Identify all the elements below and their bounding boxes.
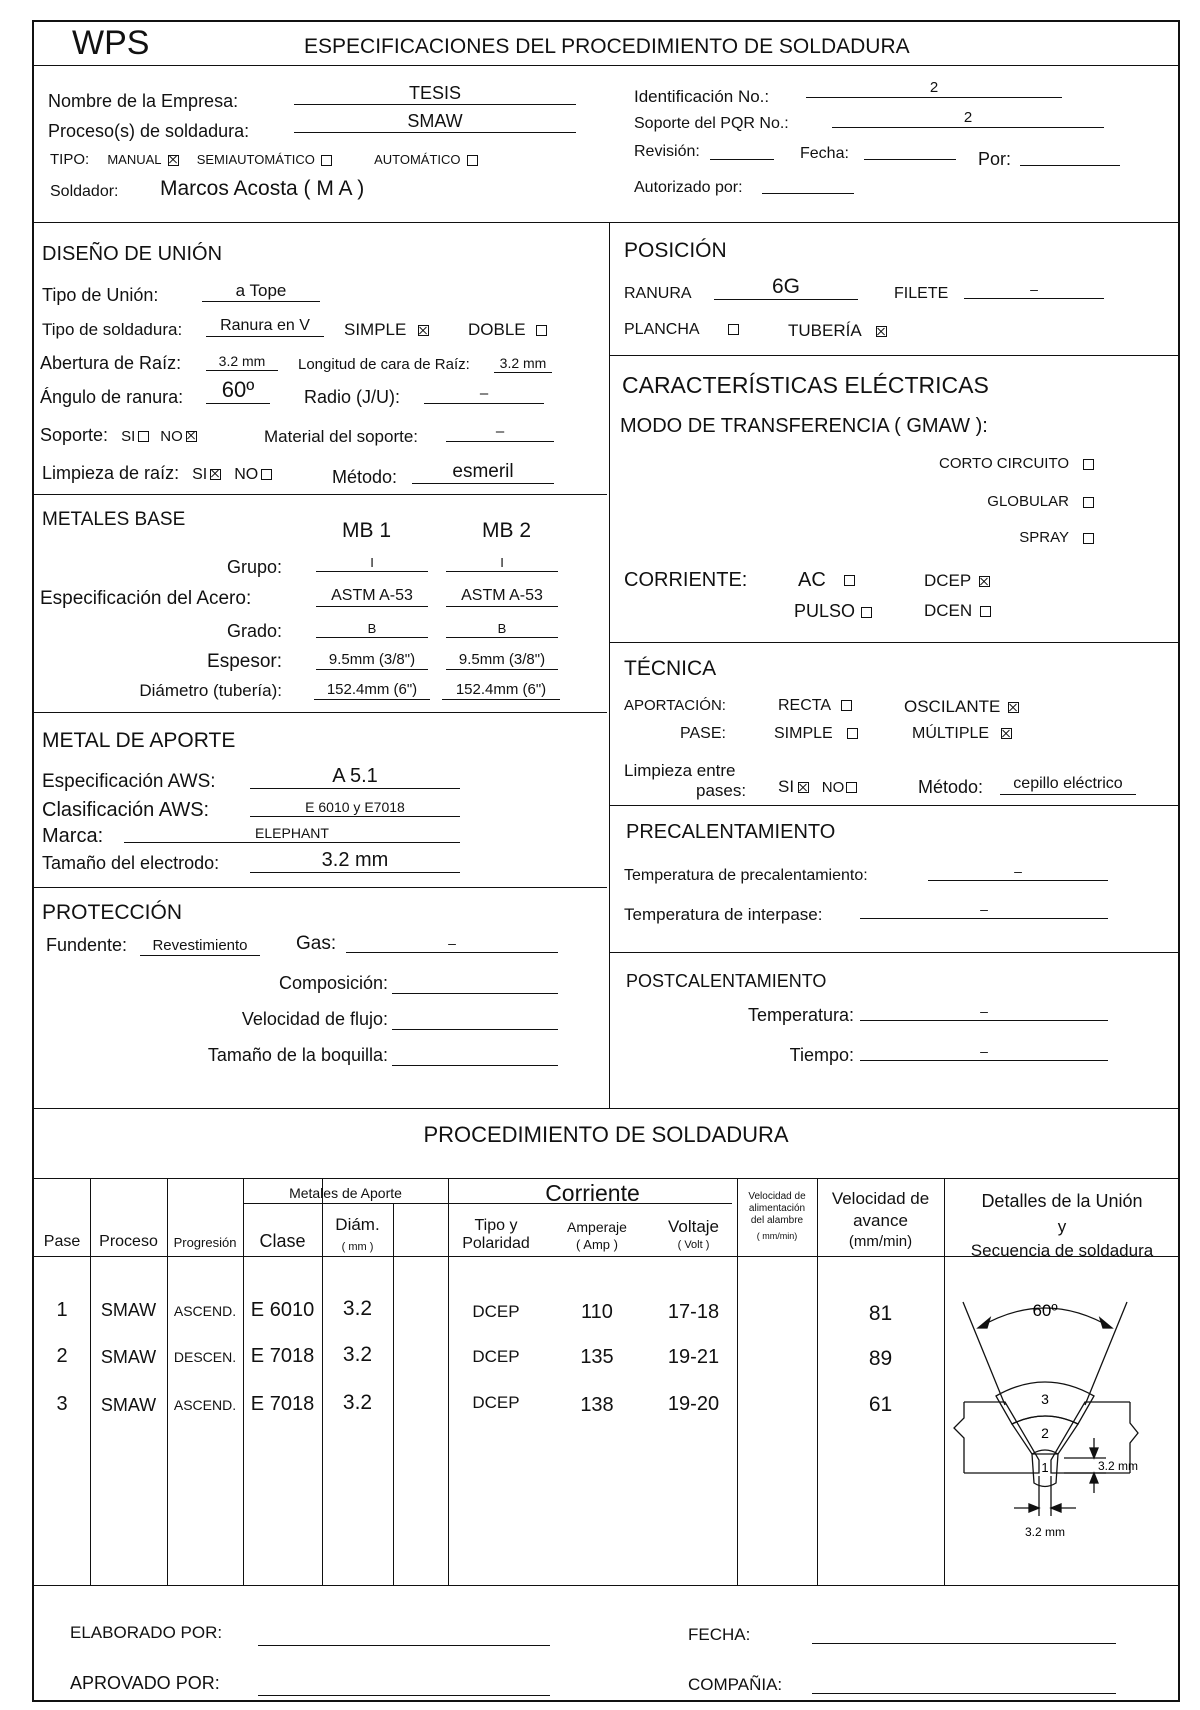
proceso-field[interactable]: SMAW: [294, 112, 576, 133]
limpieza-si-label: SI: [192, 466, 208, 483]
tamano-label: Tamaño del electrodo:: [42, 853, 220, 873]
oscilante-label: OSCILANTE: [904, 697, 1001, 716]
pase-simple-option: [774, 726, 858, 742]
fundente-field[interactable]: Revestimiento: [140, 938, 260, 956]
limpieza-pases-options: [778, 778, 857, 795]
tuberia-checkbox[interactable]: [876, 326, 887, 337]
divider: [609, 805, 1178, 806]
proceso-label: Proceso(s) de soldadura:: [48, 121, 250, 141]
col-corriente: Corriente: [545, 1180, 640, 1206]
espesor-label: Espesor:: [207, 651, 282, 672]
joint-detail-diagram: [946, 1258, 1178, 1584]
composicion-field[interactable]: [392, 972, 558, 994]
tuberia-option: [788, 322, 887, 339]
divider: [944, 1178, 945, 1585]
compania-label: COMPAÑIA:: [688, 1675, 783, 1694]
doble-option: [468, 321, 547, 338]
spray-option: [34, 530, 1094, 545]
dcep-label: DCEP: [924, 571, 972, 590]
procedimiento-heading: PROCEDIMIENTO DE SOLDADURA: [423, 1122, 789, 1147]
automatico-label: AUTOMÁTICO: [374, 152, 461, 167]
soporte-no-label: NO: [160, 428, 183, 445]
cell-clase: E 7018: [250, 1345, 315, 1367]
boquilla-label: Tamaño de la boquilla:: [207, 1045, 388, 1065]
aporte-heading: METAL DE APORTE: [42, 729, 236, 752]
dcep-option: [924, 572, 990, 589]
aportacion-label: APORTACIÓN:: [624, 697, 726, 714]
soporte-si-checkbox[interactable]: [138, 431, 149, 442]
divider: [322, 1178, 323, 1585]
espec-aws-field[interactable]: A 5.1: [250, 766, 460, 789]
precal-temp-field[interactable]: –: [928, 864, 1108, 881]
pulso-option: [794, 602, 872, 620]
revision-label: Revisión:: [634, 143, 700, 160]
doble-label: DOBLE: [468, 320, 526, 339]
diagram-root-gap-label: 3.2 mm: [1024, 1525, 1066, 1539]
pqr-field[interactable]: 2: [832, 110, 1104, 128]
cell-pase: 1: [56, 1299, 68, 1321]
cell-voltaje: 19-20: [667, 1393, 720, 1415]
compania-field[interactable]: [812, 1674, 1116, 1694]
col-proceso: Proceso: [99, 1233, 158, 1250]
electricas-heading: CARACTERÍSTICAS ELÉCTRICAS: [622, 372, 989, 398]
postcal-temp-field[interactable]: –: [860, 1004, 1108, 1021]
postcal-tiempo-label: Tiempo:: [789, 1045, 854, 1065]
pulso-label: PULSO: [794, 601, 856, 621]
interpase-label: Temperatura de interpase:: [624, 905, 823, 924]
empresa-field[interactable]: TESIS: [294, 84, 576, 105]
posicion-heading: POSICIÓN: [624, 239, 727, 262]
cell-pase: 3: [56, 1393, 68, 1415]
soporte-no-checkbox[interactable]: [186, 431, 197, 442]
soporte-row: [40, 426, 197, 444]
recta-label: RECTA: [778, 697, 832, 714]
grupo-mb2[interactable]: I: [446, 556, 558, 572]
modo-label: MODO DE TRANSFERENCIA ( GMAW ):: [620, 415, 988, 437]
simple-checkbox[interactable]: [418, 325, 429, 336]
globular-label: GLOBULAR: [987, 493, 1069, 510]
cell-progresion: DESCEN.: [173, 1349, 237, 1365]
simple-label: SIMPLE: [344, 320, 407, 339]
plancha-checkbox[interactable]: [728, 324, 739, 335]
spray-label: SPRAY: [1019, 529, 1069, 546]
divider: [609, 642, 1178, 643]
ranura-label: RANURA: [624, 285, 692, 302]
corto-option: [34, 456, 1094, 471]
limpieza-pases-no-checkbox[interactable]: [846, 782, 857, 793]
form-code: WPS: [72, 24, 150, 62]
divider: [34, 712, 607, 713]
diagram-pass-1: 1: [1041, 1460, 1049, 1475]
diametro-mb2[interactable]: 152.4mm (6"): [442, 682, 560, 700]
gas-field[interactable]: –: [346, 936, 558, 953]
cell-clase: E 7018: [250, 1393, 315, 1415]
dcen-checkbox[interactable]: [980, 606, 991, 617]
dcep-checkbox[interactable]: [979, 576, 990, 587]
clasif-aws-field[interactable]: E 6010 y E7018: [250, 800, 460, 817]
grado-mb1[interactable]: B: [316, 622, 428, 638]
fecha-footer-label: FECHA:: [688, 1625, 751, 1644]
fecha-field[interactable]: [864, 140, 956, 160]
fecha-footer-field[interactable]: [812, 1624, 1116, 1644]
limpieza-pases-no-label: NO: [821, 779, 845, 796]
angulo-field[interactable]: 60º: [206, 379, 270, 404]
divider: [34, 222, 1178, 223]
filete-label: FILETE: [894, 285, 949, 302]
cell-voltaje: 17-18: [667, 1301, 720, 1323]
cell-proceso: SMAW: [100, 1347, 157, 1367]
tipo-row: [50, 152, 478, 167]
precal-heading: PRECALENTAMIENTO: [626, 821, 836, 843]
ranura-field[interactable]: 6G: [714, 276, 858, 300]
radio-field[interactable]: –: [424, 386, 544, 404]
col-detalles-1: Detalles de la Unión: [981, 1191, 1143, 1211]
por-label: Por:: [978, 149, 1012, 169]
manual-checkbox[interactable]: [168, 155, 179, 166]
cell-pase: 2: [56, 1345, 68, 1367]
proteccion-heading: PROTECCIÓN: [42, 901, 183, 924]
col-alimentacion-2: alimentación: [748, 1203, 806, 1214]
divider: [34, 65, 1178, 66]
corto-label: CORTO CIRCUITO: [938, 455, 1069, 472]
cell-polaridad: DCEP: [472, 1347, 520, 1366]
grupo-mb1[interactable]: I: [316, 556, 428, 572]
diagram-pass-2: 2: [1041, 1425, 1049, 1441]
espec-aws-label: Especificación AWS:: [42, 771, 216, 792]
especificacion-label: Especificación del Acero:: [40, 588, 252, 609]
diagram-pass-3: 3: [1041, 1391, 1049, 1407]
plancha-label: PLANCHA: [624, 321, 700, 338]
diametro-label: Diámetro (tubería):: [139, 681, 282, 700]
longitud-label: Longitud de cara de Raíz:: [298, 356, 470, 373]
cell-amperaje: 110: [581, 1301, 613, 1323]
diagram-root-face-label: 3.2 mm: [1098, 1459, 1139, 1473]
recta-checkbox[interactable]: [841, 700, 852, 711]
manual-label: MANUAL: [107, 152, 162, 167]
aprobado-label: APROVADO POR:: [70, 1673, 220, 1693]
cell-avance: 89: [868, 1347, 893, 1370]
especificacion-mb1[interactable]: ASTM A-53: [316, 588, 428, 607]
col-diam: Diám.: [335, 1215, 380, 1234]
diagram-angle-label: 60º: [1032, 1301, 1058, 1320]
material-field[interactable]: –: [446, 424, 554, 442]
cell-voltaje: 19-21: [667, 1346, 720, 1368]
dcen-option: [924, 602, 991, 619]
col-amperaje-unit: ( Amp ): [576, 1237, 618, 1252]
pase-simple-label: SIMPLE: [774, 725, 833, 742]
cell-proceso: SMAW: [100, 1395, 157, 1415]
tipo-sold-label: Tipo de soldadura:: [42, 320, 183, 339]
marca-label: Marca:: [42, 825, 104, 847]
metodo-pases-field[interactable]: cepillo eléctrico: [1000, 776, 1136, 795]
divider: [609, 952, 1178, 953]
col-detalles-3: Secuencia de soldadura: [970, 1241, 1154, 1260]
clasif-aws-label: Clasificación AWS:: [42, 799, 210, 821]
elaborado-field[interactable]: [258, 1626, 550, 1646]
multiple-checkbox[interactable]: [1001, 728, 1012, 739]
col-amperaje: Amperaje: [567, 1219, 627, 1235]
tipo-label: TIPO:: [50, 151, 90, 168]
divider: [34, 1585, 1178, 1586]
postcal-tiempo-field[interactable]: –: [860, 1044, 1108, 1061]
tamano-field[interactable]: 3.2 mm: [250, 850, 460, 873]
form-title: ESPECIFICACIONES DEL PROCEDIMIENTO DE SOLDADURA: [304, 35, 910, 58]
cell-proceso: SMAW: [100, 1300, 157, 1320]
semiautomatico-label: SEMIAUTOMÁTICO: [196, 152, 315, 167]
material-label: Material del soporte:: [264, 427, 419, 446]
divider: [34, 1178, 1178, 1179]
oscilante-checkbox[interactable]: [1008, 702, 1019, 713]
divider: [34, 887, 607, 888]
abertura-field[interactable]: 3.2 mm: [206, 354, 278, 371]
limpieza-pases-label: Limpieza entre: [624, 761, 736, 780]
soporte-si-label: SI: [121, 428, 136, 445]
col-avance-3: (mm/min): [848, 1233, 913, 1250]
especificacion-mb2[interactable]: ASTM A-53: [446, 588, 558, 607]
col-metales-aporte: Metales de Aporte: [289, 1185, 402, 1201]
aprobado-field[interactable]: [258, 1676, 550, 1696]
tipo-sold-field[interactable]: Ranura en V: [206, 318, 324, 337]
spray-checkbox[interactable]: [1083, 533, 1094, 544]
plancha-option: [624, 322, 739, 338]
col-diam-unit: ( mm ): [341, 1241, 374, 1253]
multiple-option: [912, 726, 1012, 742]
automatico-checkbox[interactable]: [467, 155, 478, 166]
cell-amperaje: 138: [580, 1394, 614, 1416]
cell-polaridad: DCEP: [472, 1393, 520, 1412]
fundente-label: Fundente:: [46, 935, 128, 955]
revision-field[interactable]: [710, 140, 774, 160]
divider: [609, 355, 1178, 356]
pase-simple-checkbox[interactable]: [847, 728, 858, 739]
cell-diam: 3.2: [342, 1297, 373, 1320]
col-avance-1: Velocidad de: [831, 1189, 930, 1208]
composicion-label: Composición:: [278, 973, 388, 993]
diseno-heading: DISEÑO DE UNIÓN: [42, 243, 223, 265]
soporte-label: Soporte:: [40, 425, 109, 445]
tipo-union-field[interactable]: a Tope: [202, 282, 320, 302]
identificacion-label: Identificación No.:: [634, 87, 770, 106]
globular-checkbox[interactable]: [1083, 497, 1094, 508]
diametro-mb1[interactable]: 152.4mm (6"): [314, 682, 430, 700]
corto-checkbox[interactable]: [1083, 459, 1094, 470]
mb2-heading: MB 2: [482, 519, 532, 542]
autorizado-label: Autorizado por:: [634, 179, 743, 196]
tecnica-heading: TÉCNICA: [624, 657, 717, 680]
cell-polaridad: DCEP: [472, 1302, 520, 1321]
col-polaridad: Polaridad: [462, 1235, 530, 1252]
col-avance-2: avance: [853, 1211, 908, 1230]
cell-avance: 61: [868, 1393, 893, 1416]
cell-clase: E 6010: [250, 1299, 315, 1321]
por-field[interactable]: [1020, 146, 1120, 166]
postcal-heading: POSTCALENTAMIENTO: [626, 971, 827, 991]
limpieza-no-label: NO: [234, 466, 259, 483]
cell-avance: 81: [868, 1302, 893, 1325]
globular-option: [34, 494, 1094, 509]
angulo-label: Ángulo de ranura:: [40, 387, 184, 407]
limpieza-pases-si-checkbox[interactable]: [798, 782, 809, 793]
limpieza-pases-si-label: SI: [778, 777, 795, 796]
semiautomatico-checkbox[interactable]: [321, 155, 332, 166]
col-alimentacion-4: ( mm/min): [756, 1231, 798, 1241]
cell-progresion: ASCEND.: [173, 1303, 237, 1319]
divider: [393, 1203, 394, 1585]
simple-option: [344, 321, 429, 338]
col-alimentacion-3: del alambre: [750, 1215, 804, 1226]
filete-field[interactable]: –: [964, 282, 1104, 299]
longitud-field[interactable]: 3.2 mm: [494, 356, 552, 373]
grupo-label: Grupo:: [226, 557, 282, 577]
metodo-raiz-field[interactable]: esmeril: [412, 462, 554, 484]
oscilante-option: [904, 698, 1019, 715]
empresa-label: Nombre de la Empresa:: [48, 91, 239, 111]
cell-diam: 3.2: [342, 1391, 373, 1414]
interpase-field[interactable]: –: [860, 902, 1108, 919]
autorizado-field[interactable]: [762, 174, 854, 194]
dcen-label: DCEN: [924, 601, 973, 620]
elaborado-label: ELABORADO POR:: [70, 1623, 223, 1642]
ac-label: AC: [798, 569, 826, 591]
identificacion-field[interactable]: 2: [806, 80, 1062, 98]
metales-heading: METALES BASE: [42, 509, 186, 530]
tuberia-label: TUBERÍA: [788, 321, 862, 340]
pqr-label: Soporte del PQR No.:: [634, 115, 789, 132]
wps-form: [32, 20, 1180, 1702]
metodo-pases-label: Método:: [918, 777, 984, 797]
col-voltaje: Voltaje: [667, 1217, 720, 1236]
grado-mb2[interactable]: B: [446, 622, 558, 638]
fecha-label: Fecha:: [800, 145, 849, 162]
metodo-raiz-label: Método:: [332, 467, 398, 487]
cell-diam: 3.2: [342, 1343, 373, 1366]
mb1-heading: MB 1: [342, 519, 392, 542]
col-clase: Clase: [259, 1231, 306, 1251]
recta-option: [778, 698, 852, 714]
corriente-label: CORRIENTE:: [624, 569, 748, 591]
soldador-label: Soldador:: [50, 183, 119, 200]
pase-label: PASE:: [680, 725, 726, 742]
col-voltaje-unit: ( Volt ): [677, 1239, 710, 1251]
velocidad-flujo-label: Velocidad de flujo:: [241, 1009, 388, 1029]
limpieza-raiz-label: Limpieza de raíz:: [42, 463, 180, 483]
marca-field[interactable]: ELEPHANT: [124, 826, 460, 843]
col-progresion: Progresión: [173, 1235, 237, 1250]
radio-label: Radio (J/U):: [304, 387, 401, 407]
col-pase: Pase: [43, 1233, 81, 1250]
grado-label: Grado:: [226, 621, 282, 641]
cell-progresion: ASCEND.: [173, 1397, 237, 1413]
col-detalles-2: y: [1057, 1217, 1067, 1236]
col-tipo: Tipo y: [474, 1217, 518, 1234]
gas-label: Gas:: [296, 933, 337, 954]
cell-amperaje: 135: [580, 1346, 614, 1368]
ac-checkbox[interactable]: [844, 575, 855, 586]
soldador-value: Marcos Acosta ( M A ): [160, 177, 365, 200]
pulso-checkbox[interactable]: [861, 607, 872, 618]
multiple-label: MÚLTIPLE: [912, 725, 990, 742]
postcal-temp-label: Temperatura:: [747, 1005, 854, 1025]
doble-checkbox[interactable]: [536, 325, 547, 336]
precal-temp-label: Temperatura de precalentamiento:: [624, 867, 868, 884]
abertura-label: Abertura de Raíz:: [40, 353, 182, 373]
tipo-union-label: Tipo de Unión:: [42, 285, 159, 305]
espesor-mb2[interactable]: 9.5mm (3/8"): [446, 652, 558, 670]
divider: [34, 1108, 1178, 1109]
limpieza-pases-label-2: pases:: [696, 781, 747, 800]
espesor-mb1[interactable]: 9.5mm (3/8"): [316, 652, 428, 670]
ac-option: [798, 570, 855, 590]
col-alimentacion-1: Velocidad de: [748, 1191, 806, 1202]
